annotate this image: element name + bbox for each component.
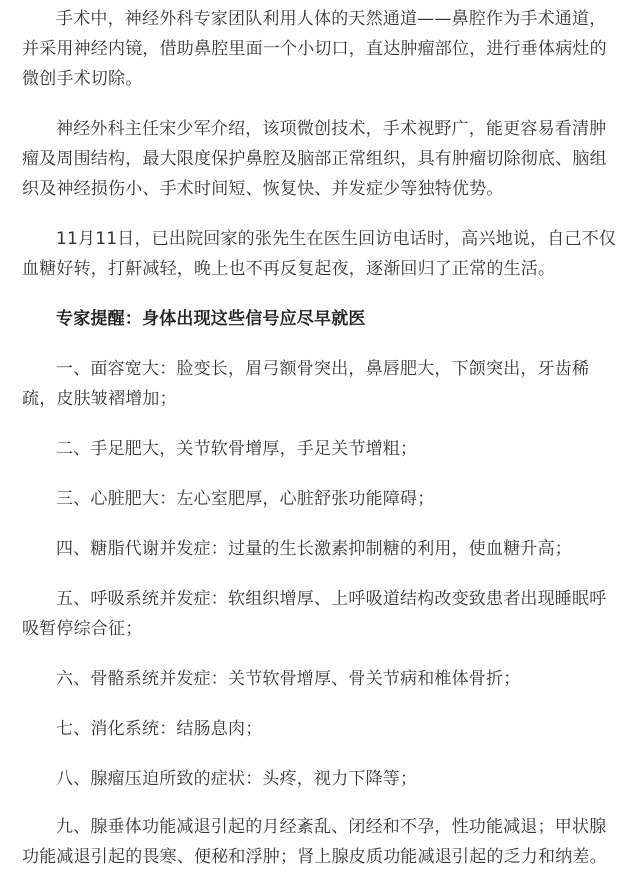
paragraph-director-intro: 神经外科主任宋少军介绍，该项微创技术，手术视野广，能更容易看清肿瘤及周围结构，最大限度保护鼻腔及脑部正常组织，具有肿瘤切除彻底、脑组织及神经损伤小、手术时间短、恢复快、并发症少等独特优势。 [22, 119, 607, 199]
section-heading: 专家提醒：身体出现这些信号应尽早就医 [56, 309, 366, 329]
signal-item: 七、消化系统：结肠息肉； [56, 719, 263, 739]
signal-item: 八、腺瘤压迫所致的症状：头疼，视力下降等； [56, 769, 418, 789]
signal-item: 五、呼吸系统并发症：软组织增厚、上呼吸道结构改变致患者出现睡眠呼吸暂停综合征； [22, 589, 607, 639]
paragraph-surgery: 手术中，神经外科专家团队利用人体的天然通道——鼻腔作为手术通道，并采用神经内镜，借助鼻腔里面一个小切口，直达肿瘤部位，进行垂体病灶的微创手术切除。 [22, 9, 607, 89]
signal-item: 九、腺垂体功能减退引起的月经紊乱、闭经和不孕，性功能减退；甲状腺功能减退引起的畏寒、便秘和浮肿；肾上腺皮质功能减退引起的乏力和纳差。 [22, 817, 607, 867]
signal-item: 一、面容宽大：脸变长，眉弓额骨突出，鼻唇肥大，下颌突出，牙齿稀疏，皮肤皱褶增加； [22, 359, 590, 409]
signal-item: 三、心脏肥大：左心室肥厚，心脏舒张功能障碍； [56, 489, 435, 509]
signal-item: 二、手足肥大，关节软骨增厚，手足关节增粗； [56, 439, 418, 459]
signal-item: 四、糖脂代谢并发症：过量的生长激素抑制糖的利用，使血糖升高； [56, 539, 572, 559]
paragraph-follow-up: 11月11日，已出院回家的张先生在医生回访电话时，高兴地说，自己不仅血糖好转，打鼾减轻，晚上也不再反复起夜，逐渐回归了正常的生活。 [22, 229, 617, 279]
signal-item: 六、骨骼系统并发症：关节软骨增厚、骨关节病和椎体骨折； [56, 669, 521, 689]
